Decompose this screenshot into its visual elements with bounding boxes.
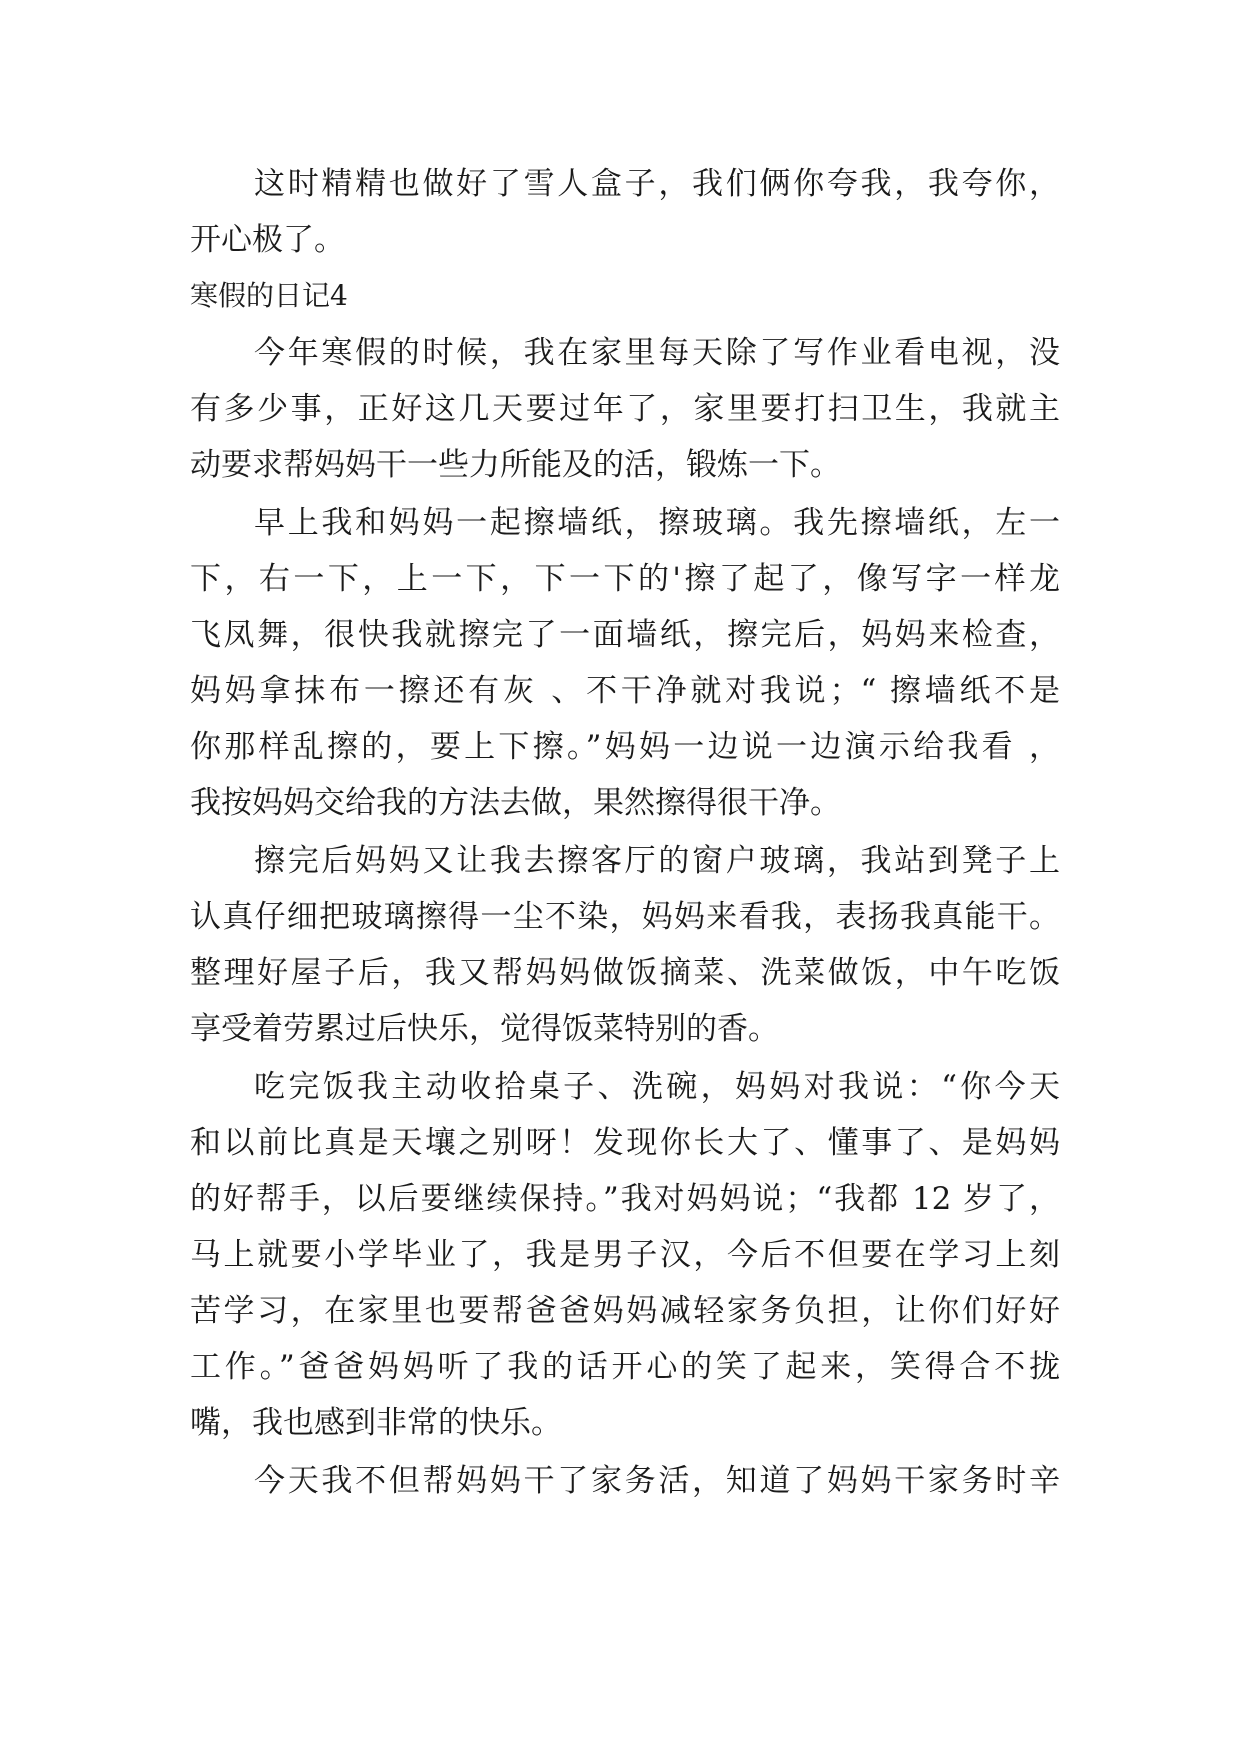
text-line: 你那样乱擦的，要上下擦。”妈妈一边说一边演示给我看 ， (190, 729, 1060, 765)
text-line: 马上就要小学毕业了，我是男子汉，今后不但要在学习上刻 (190, 1237, 1060, 1273)
text-line: 开心极了。 (190, 222, 345, 258)
text-line: 下，右一下，上一下，下一下的'擦了起了，像写字一样龙 (190, 561, 1060, 597)
text-line: 这时精精也做好了雪人盒子，我们俩你夸我，我夸你， (254, 166, 1060, 202)
text-line: 飞凤舞，很快我就擦完了一面墙纸，擦完后，妈妈来检查， (190, 617, 1060, 653)
text-line: 认真仔细把玻璃擦得一尘不染，妈妈来看我，表扬我真能干。 (190, 899, 1060, 935)
text-line: 吃完饭我主动收拾桌子、洗碗，妈妈对我说：“你今天 (254, 1069, 1060, 1105)
text-line: 苦学习，在家里也要帮爸爸妈妈减轻家务负担，让你们好好 (190, 1293, 1060, 1329)
text-line: 和以前比真是天壤之别呀！发现你长大了、懂事了、是妈妈 (190, 1125, 1060, 1161)
text-line: 今年寒假的时候，我在家里每天除了写作业看电视，没 (254, 335, 1060, 371)
text-line: 嘴，我也感到非常的快乐。 (190, 1405, 562, 1441)
text-line: 动要求帮妈妈干一些力所能及的活，锻炼一下。 (190, 447, 841, 483)
text-line: 早上我和妈妈一起擦墙纸，擦玻璃。我先擦墙纸，左一 (254, 505, 1060, 541)
text-line: 工作。”爸爸妈妈听了我的话开心的笑了起来，笑得合不拢 (190, 1349, 1060, 1385)
section-heading: 寒假的日记4 (190, 279, 348, 312)
text-line: 我按妈妈交给我的方法去做，果然擦得很干净。 (190, 785, 841, 821)
text-line: 的好帮手，以后要继续保持。”我对妈妈说；“我都 12 岁了， (190, 1181, 1060, 1217)
text-line: 擦完后妈妈又让我去擦客厅的窗户玻璃，我站到凳子上 (254, 843, 1060, 879)
text-line: 有多少事，正好这几天要过年了，家里要打扫卫生，我就主 (190, 391, 1060, 427)
text-line: 享受着劳累过后快乐，觉得饭菜特别的香。 (190, 1011, 779, 1047)
text-line: 妈妈拿抹布一擦还有灰 、不干净就对我说；“ 擦墙纸不是 (190, 673, 1060, 709)
text-line: 整理好屋子后，我又帮妈妈做饭摘菜、洗菜做饭，中午吃饭 (190, 955, 1060, 991)
text-line: 今天我不但帮妈妈干了家务活，知道了妈妈干家务时辛 (254, 1463, 1060, 1499)
